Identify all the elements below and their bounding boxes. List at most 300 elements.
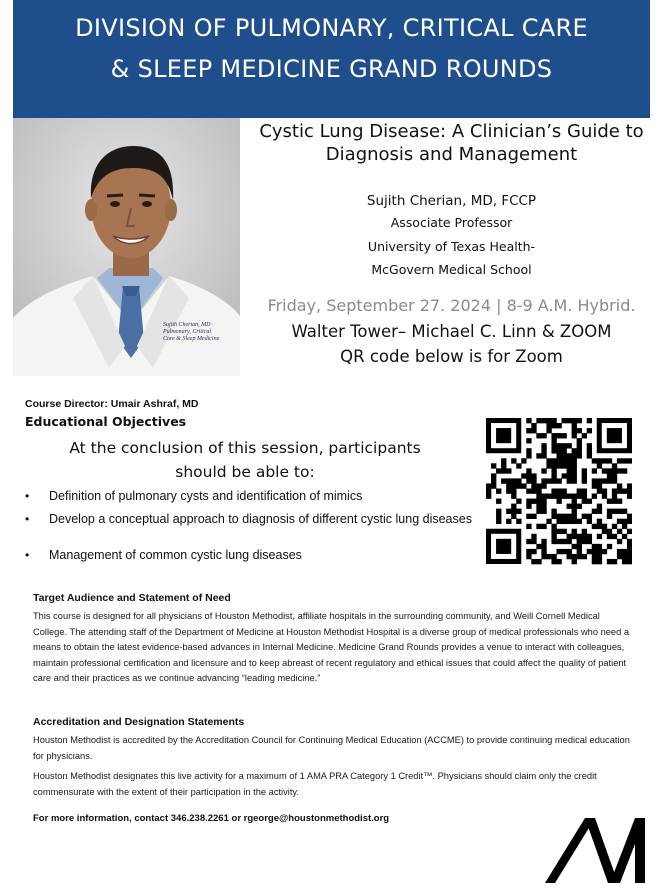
qr-module [541, 453, 546, 458]
qr-module [541, 544, 546, 549]
qr-module [546, 418, 551, 423]
qr-module [501, 463, 506, 468]
qr-module [531, 559, 536, 564]
qr-module [607, 468, 612, 473]
qr-module [496, 519, 501, 524]
qr-module [556, 519, 561, 524]
qr-module [627, 554, 632, 559]
qr-module [556, 488, 561, 493]
qr-module [506, 483, 511, 488]
qr-module [531, 428, 536, 433]
qr-module [541, 504, 546, 509]
qr-module [592, 554, 597, 559]
qr-module [567, 473, 572, 478]
qr-module [531, 478, 536, 483]
qr-module [536, 509, 541, 514]
qr-module [526, 418, 531, 423]
qr-module [486, 494, 491, 499]
speaker-name: Sujith Cherian, MD, FCCP [366, 193, 537, 209]
qr-module [572, 418, 577, 423]
qr-module [526, 488, 531, 493]
bullet: • [25, 548, 30, 562]
qr-module [562, 529, 567, 534]
qr-module [617, 488, 622, 493]
qr-module [556, 463, 561, 468]
qr-module [541, 468, 546, 473]
qr-module [567, 468, 572, 473]
header-title-line1: DIVISION OF PULMONARY, CRITICAL CARE [75, 14, 588, 42]
qr-module [546, 428, 551, 433]
qr-module [562, 519, 567, 524]
qr-module [536, 418, 541, 423]
qr-module [536, 494, 541, 499]
qr-module [572, 468, 577, 473]
qr-module [526, 554, 531, 559]
qr-module [556, 499, 561, 504]
qr-module [627, 559, 632, 564]
talk-title [240, 120, 663, 166]
qr-module [562, 494, 567, 499]
qr-module [627, 494, 632, 499]
qr-module [572, 514, 577, 519]
qr-module [567, 463, 572, 468]
qr-module [627, 544, 632, 549]
qr-module [577, 418, 582, 423]
qr-module [496, 488, 501, 493]
qr-module [531, 534, 536, 539]
qr-module [577, 554, 582, 559]
qr-module [526, 468, 531, 473]
qr-code-icon[interactable] [486, 418, 632, 566]
qr-module [572, 473, 577, 478]
qr-module [536, 524, 541, 529]
qr-module [622, 488, 627, 493]
qr-module [597, 559, 602, 564]
qr-module [562, 443, 567, 448]
qr-module [546, 423, 551, 428]
qr-module [526, 478, 531, 483]
qr-module [592, 549, 597, 554]
qr-module [617, 458, 622, 463]
qr-module [551, 418, 556, 423]
qr-module [572, 463, 577, 468]
contact-info: For more information, contact 346.238.2261 or rgeorge@houstonmethodist.org [33, 813, 390, 824]
qr-module [526, 473, 531, 478]
qr-module [551, 443, 556, 448]
qr-module [577, 488, 582, 493]
qr-module [541, 418, 546, 423]
qr-module [577, 539, 582, 544]
qr-module [572, 448, 577, 453]
qr-module [592, 468, 597, 473]
qr-module [577, 504, 582, 509]
qr-module [622, 524, 627, 529]
logo-mark [540, 818, 650, 883]
qr-module [536, 433, 541, 438]
qr-module [597, 478, 602, 483]
qr-module [516, 519, 521, 524]
qr-module [536, 544, 541, 549]
qr-module [592, 544, 597, 549]
qr-module [496, 468, 501, 473]
qr-module [612, 559, 617, 564]
audience-heading: Target Audience and Statement of Need [33, 592, 231, 604]
qr-module [546, 458, 551, 463]
qr-module [551, 488, 556, 493]
qr-module [541, 478, 546, 483]
qr-module [567, 418, 572, 423]
qr-module [627, 539, 632, 544]
qr-module [592, 559, 597, 564]
qr-module [572, 519, 577, 524]
qr-module [622, 458, 627, 463]
qr-module [572, 428, 577, 433]
qr-module [541, 443, 546, 448]
qr-module [577, 428, 582, 433]
qr-module [612, 499, 617, 504]
qr-module [612, 534, 617, 539]
qr-module [577, 438, 582, 443]
qr-module [556, 423, 561, 428]
qr-module [607, 514, 612, 519]
qr-module [597, 544, 602, 549]
qr-module [551, 433, 556, 438]
qr-module [511, 504, 516, 509]
qr-module [511, 483, 516, 488]
qr-module [587, 519, 592, 524]
qr-module [526, 524, 531, 529]
objective-text: Develop a conceptual approach to diagnosis of different cystic lung diseases [49, 512, 472, 526]
qr-module [511, 494, 516, 499]
objectives-intro [25, 436, 465, 484]
qr-module [627, 529, 632, 534]
qr-module [556, 549, 561, 554]
qr-module [567, 514, 572, 519]
qr-module [562, 458, 567, 463]
qr-module [622, 549, 627, 554]
qr-module [516, 478, 521, 483]
qr-module [572, 499, 577, 504]
qr-module [541, 554, 546, 559]
qr-module [567, 549, 572, 554]
qr-module [551, 448, 556, 453]
qr-module [582, 473, 587, 478]
qr-module [551, 494, 556, 499]
qr-module [617, 483, 622, 488]
audience-body: This course is designed for all physicians of Houston Methodist, affiliate hospitals in the surrounding community, and Weill Cornell Medical College. The attending staff of the Department of Medicine at Houston Methodist Hospital is a diverse group of medical professionals who need a means to obtain the latest evidence-based advances in Internal Medicine. Medicine Grand Rounds provides a venue to interact with colleagues, maintain professional certification and licensure and to keep abreast of recent regulatory and ethical issues that could affect the quality of patient care and their practices as we continue advancing “leading medicine.” [33, 611, 630, 683]
qr-module [617, 519, 622, 524]
qr-module [541, 494, 546, 499]
qr-module [607, 509, 612, 514]
qr-module [562, 453, 567, 458]
qr-module [587, 418, 592, 423]
header-title-line2: & SLEEP MEDICINE GRAND ROUNDS [110, 55, 553, 83]
qr-module [526, 438, 531, 443]
qr-module [622, 534, 627, 539]
qr-module [602, 529, 607, 534]
speaker-role: Associate Professor [390, 215, 513, 230]
qr-module [572, 509, 577, 514]
qr-module [617, 529, 622, 534]
qr-module [526, 504, 531, 509]
qr-module [556, 433, 561, 438]
qr-module [556, 478, 561, 483]
qr-module [562, 549, 567, 554]
qr-module [587, 499, 592, 504]
bullet: • [25, 512, 30, 526]
qr-module [531, 539, 536, 544]
qr-module [536, 559, 541, 564]
qr-module [546, 478, 551, 483]
qr-module [607, 499, 612, 504]
qr-module [587, 534, 592, 539]
qr-module [572, 453, 577, 458]
qr-module [496, 509, 501, 514]
qr-module [607, 458, 612, 463]
event-qr-note: QR code below is for Zoom [340, 347, 563, 366]
qr-module [597, 483, 602, 488]
speaker-institution-line1: University of Texas Health- [367, 239, 536, 254]
qr-module [582, 514, 587, 519]
qr-module [602, 468, 607, 473]
qr-module [572, 534, 577, 539]
qr-module [562, 418, 567, 423]
accreditation-heading: Accreditation and Designation Statements [33, 716, 245, 728]
qr-module [572, 423, 577, 428]
objectives-intro-line1: At the conclusion of this session, participants [69, 439, 421, 457]
qr-module [511, 478, 516, 483]
qr-module [546, 554, 551, 559]
qr-module [582, 529, 587, 534]
qr-module [582, 468, 587, 473]
qr-module [607, 534, 612, 539]
qr-module [607, 478, 612, 483]
qr-module [521, 473, 526, 478]
qr-module [612, 524, 617, 529]
qr-module [501, 478, 506, 483]
qr-module [582, 433, 587, 438]
qr-module [491, 478, 496, 483]
qr-module [607, 428, 622, 443]
objective-text: Management of common cystic lung diseases [49, 548, 302, 562]
qr-module [602, 549, 607, 554]
qr-module [526, 428, 531, 433]
qr-module [597, 488, 602, 493]
qr-module [572, 504, 577, 509]
qr-module [541, 483, 546, 488]
qr-module [612, 473, 617, 478]
qr-module [567, 504, 572, 509]
qr-module [491, 473, 496, 478]
qr-module [551, 473, 556, 478]
qr-module [627, 519, 632, 524]
qr-module [592, 483, 597, 488]
qr-module [567, 478, 572, 483]
qr-module [551, 423, 556, 428]
qr-module [592, 524, 597, 529]
qr-module [506, 488, 511, 493]
qr-module [572, 478, 577, 483]
qr-module [541, 539, 546, 544]
qr-module [612, 509, 617, 514]
qr-module [486, 483, 491, 488]
qr-code-graphic [486, 418, 632, 566]
qr-module [556, 448, 561, 453]
qr-module [597, 554, 602, 559]
qr-module [541, 499, 546, 504]
qr-module [582, 499, 587, 504]
qr-module [617, 549, 622, 554]
qr-module [506, 519, 511, 524]
qr-module [572, 554, 577, 559]
qr-module [541, 448, 546, 453]
qr-module [617, 554, 622, 559]
qr-module [526, 453, 531, 458]
qr-module [516, 483, 521, 488]
qr-module [627, 514, 632, 519]
qr-module [531, 499, 536, 504]
qr-module [541, 433, 546, 438]
qr-module [536, 453, 541, 458]
qr-module [556, 529, 561, 534]
qr-module [562, 539, 567, 544]
qr-module [567, 453, 572, 458]
qr-module [577, 453, 582, 458]
qr-module [612, 494, 617, 499]
qr-module [577, 443, 582, 448]
qr-module [511, 509, 516, 514]
qr-module [572, 494, 577, 499]
qr-module [567, 494, 572, 499]
qr-module [592, 494, 597, 499]
qr-module [612, 478, 617, 483]
qr-module [592, 458, 597, 463]
qr-module [567, 458, 572, 463]
qr-module [536, 504, 541, 509]
course-director: Course Director: Umair Ashraf, MD [25, 398, 199, 410]
qr-module [602, 494, 607, 499]
qr-module [587, 539, 592, 544]
qr-module [617, 499, 622, 504]
qr-module [531, 549, 536, 554]
bullet: • [25, 489, 30, 503]
qr-module [617, 509, 622, 514]
event-datetime: Friday, September 27. 2024 | 8-9 A.M. Hybrid. [267, 296, 636, 315]
qr-module [572, 458, 577, 463]
qr-module [486, 488, 491, 493]
qr-module [622, 468, 627, 473]
houston-methodist-logo-icon [540, 818, 650, 883]
qr-module [491, 483, 496, 488]
qr-module [531, 488, 536, 493]
qr-module [612, 468, 617, 473]
qr-module [501, 458, 506, 463]
qr-module [582, 534, 587, 539]
qr-module [602, 488, 607, 493]
qr-module [526, 499, 531, 504]
qr-module [582, 539, 587, 544]
qr-module [567, 554, 572, 559]
qr-module [577, 544, 582, 549]
qr-module [551, 458, 556, 463]
qr-module [546, 519, 551, 524]
qr-module [536, 483, 541, 488]
qr-module [556, 453, 561, 458]
qr-module [602, 478, 607, 483]
qr-module [521, 458, 526, 463]
qr-module [556, 539, 561, 544]
qr-module [627, 549, 632, 554]
qr-module [556, 458, 561, 463]
qr-module [491, 463, 496, 468]
qr-module [587, 549, 592, 554]
qr-module [592, 478, 597, 483]
qr-module [577, 549, 582, 554]
qr-module [551, 554, 556, 559]
qr-module [627, 458, 632, 463]
qr-module [612, 463, 617, 468]
qr-module [577, 494, 582, 499]
qr-module [597, 549, 602, 554]
qr-module [627, 488, 632, 493]
qr-module [587, 514, 592, 519]
qr-module [567, 534, 572, 539]
qr-module [617, 468, 622, 473]
qr-module [531, 473, 536, 478]
objectives-intro-line2: should be able to: [175, 463, 315, 481]
qr-module [622, 559, 627, 564]
qr-module [602, 458, 607, 463]
qr-module [526, 514, 531, 519]
qr-module [546, 463, 551, 468]
objectives-heading: Educational Objectives [25, 414, 187, 429]
qr-module [516, 463, 521, 468]
qr-module [501, 468, 506, 473]
qr-module [551, 509, 556, 514]
qr-module [511, 488, 516, 493]
speaker-photo [13, 118, 240, 376]
qr-module [597, 509, 602, 514]
qr-module [577, 448, 582, 453]
qr-module [536, 499, 541, 504]
qr-module [587, 428, 592, 433]
qr-module [617, 539, 622, 544]
qr-module [551, 539, 556, 544]
qr-module [627, 483, 632, 488]
qr-module [607, 529, 612, 534]
qr-module [587, 448, 592, 453]
qr-module [582, 494, 587, 499]
qr-module [597, 458, 602, 463]
qr-module [597, 524, 602, 529]
qr-module [551, 534, 556, 539]
qr-module [551, 438, 556, 443]
coat-embroidery: Sujith Cherian, MD · Pulmonary, Critical Care & Sleep Medicine [163, 322, 220, 342]
accreditation-body-2: Houston Methodist designates this live activity for a maximum of 1 AMA PRA Category 1 Credit™. Physicians should claim only the credit commensurate with the extent of their participation in the activity. [33, 771, 597, 797]
qr-module [541, 509, 546, 514]
qr-module [541, 524, 546, 529]
qr-module [597, 463, 602, 468]
qr-module [551, 514, 556, 519]
qr-module [511, 514, 516, 519]
qr-module [516, 499, 521, 504]
qr-module [597, 534, 602, 539]
qr-module [551, 529, 556, 534]
qr-module [567, 443, 572, 448]
qr-module [597, 504, 602, 509]
qr-module [556, 494, 561, 499]
qr-module [562, 448, 567, 453]
